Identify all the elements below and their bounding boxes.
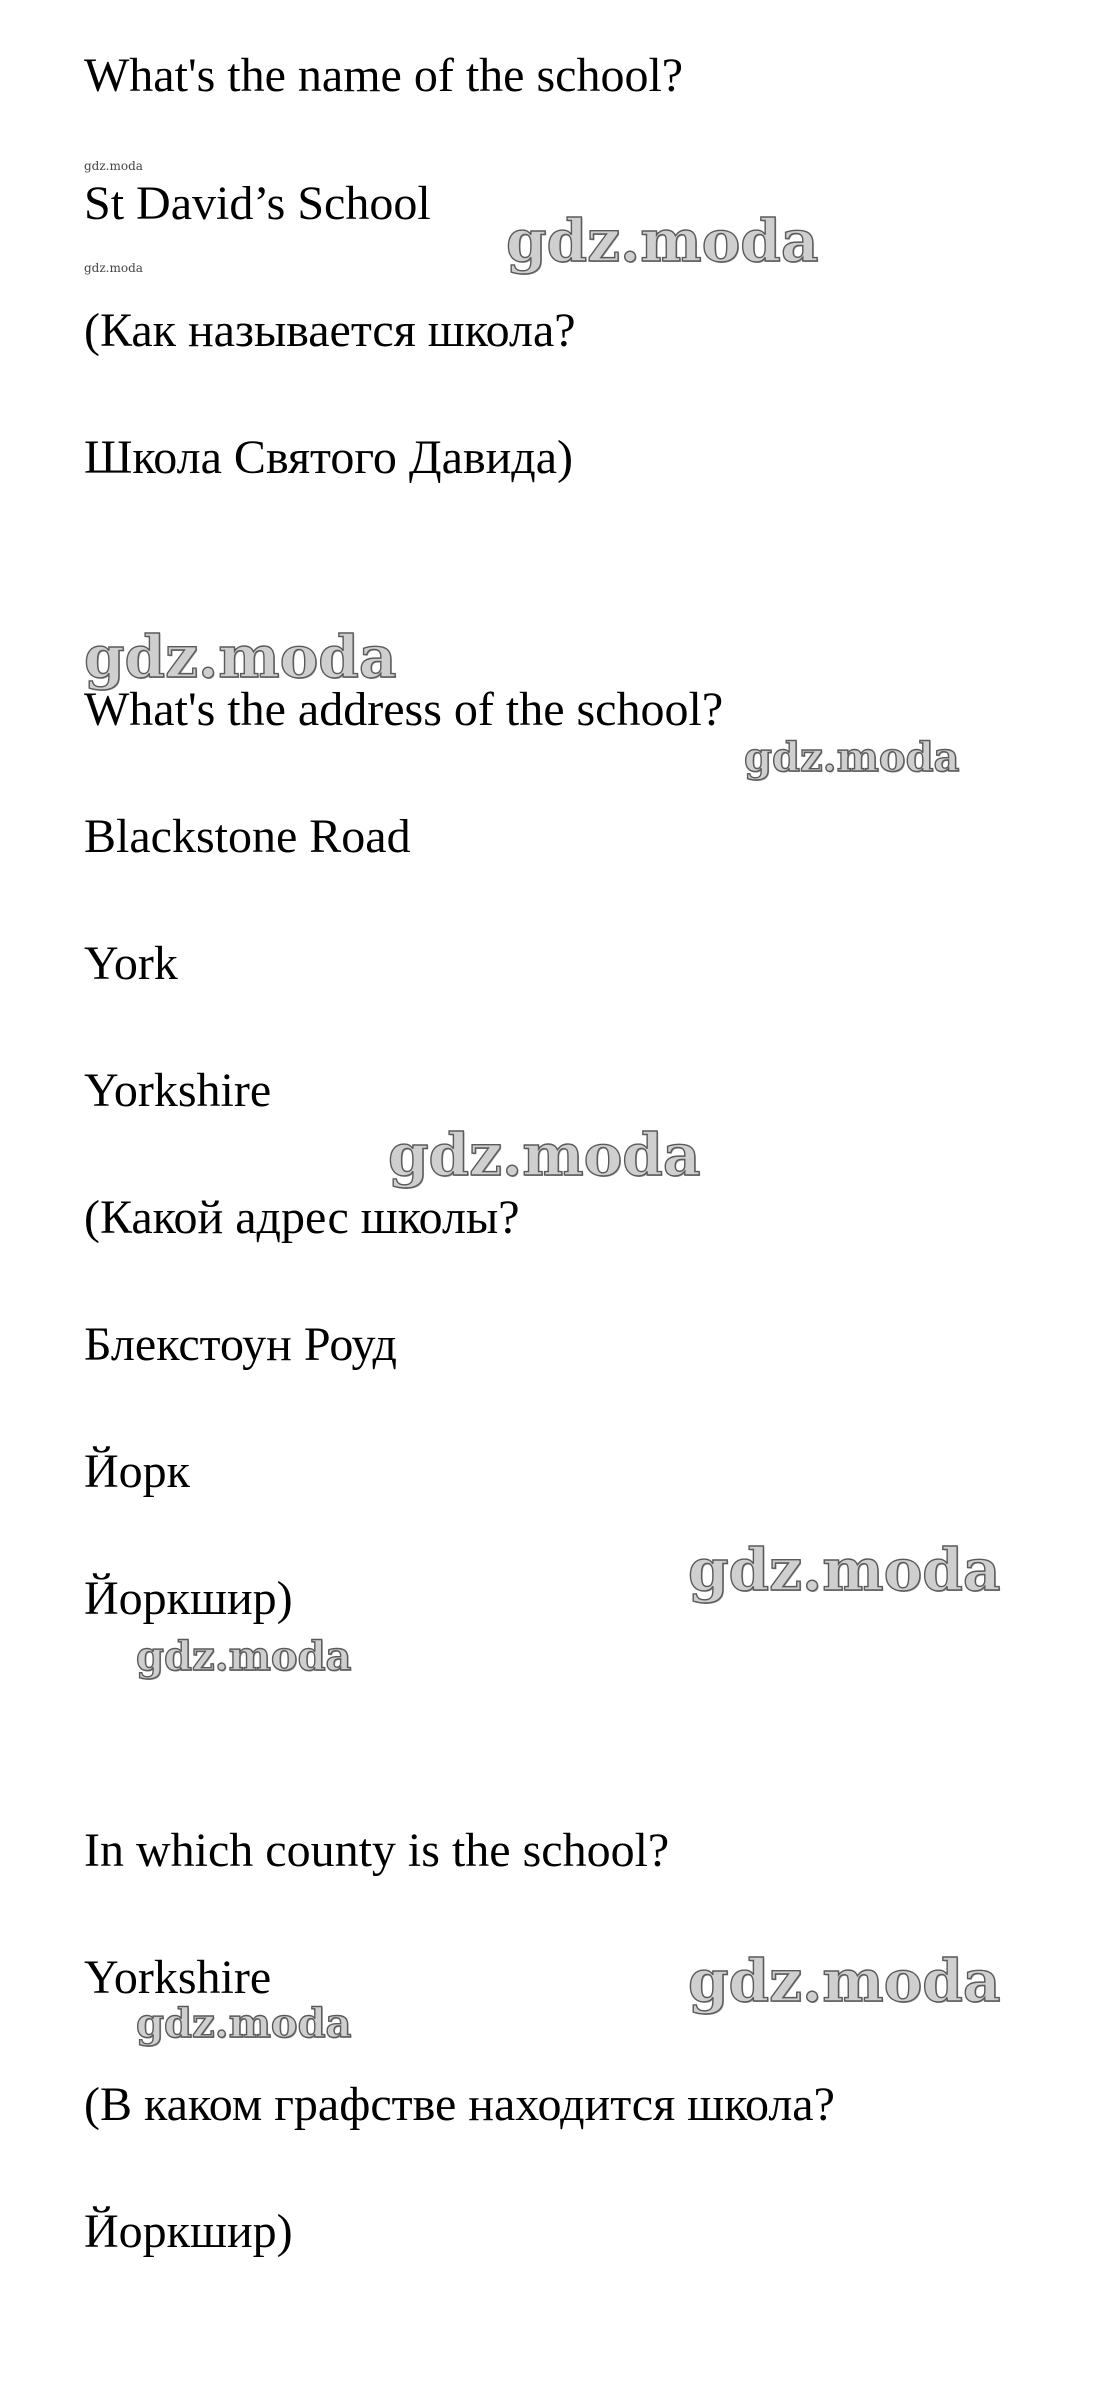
watermark-logo: gdz.moda xyxy=(388,1121,701,1189)
watermark-logo: gdz.moda xyxy=(506,207,819,275)
answer-school-county: Yorkshire xyxy=(84,1951,272,2004)
watermark-logo: gdz.moda xyxy=(84,623,397,691)
answer-address-line-2: York xyxy=(84,937,178,990)
translation-question-address: (Какой адрес школы? xyxy=(84,1191,520,1244)
translation-question-school-name: (Как называется школа? xyxy=(84,304,576,357)
question-school-name: What's the name of the school? xyxy=(84,49,684,102)
question-school-county: In which county is the school? xyxy=(84,1824,670,1877)
watermark-logo: gdz.moda xyxy=(688,1536,1001,1604)
translation-answer-school-name: Школа Святого Давида) xyxy=(84,431,573,484)
watermark-logo: gdz.moda xyxy=(84,159,143,173)
watermark-logo: gdz.moda xyxy=(688,1947,1001,2015)
translation-answer-county: Йоркшир) xyxy=(84,2205,293,2258)
watermark-logo: gdz.moda xyxy=(136,2000,352,2047)
watermark-logo: gdz.moda xyxy=(136,1633,352,1680)
watermark-logo: gdz.moda xyxy=(84,261,143,275)
translation-question-county: (В каком графстве находится школа? xyxy=(84,2078,835,2131)
question-school-address: What's the address of the school? xyxy=(84,683,724,736)
answer-school-name: St David’s School xyxy=(84,177,431,230)
translation-address-line-2: Йорк xyxy=(84,1445,190,1498)
answer-address-line-1: Blackstone Road xyxy=(84,810,411,863)
translation-address-line-3: Йоркшир) xyxy=(84,1572,293,1625)
watermark-logo: gdz.moda xyxy=(744,734,960,781)
answer-address-line-3: Yorkshire xyxy=(84,1064,272,1117)
translation-address-line-1: Блекстоун Роуд xyxy=(84,1318,397,1371)
